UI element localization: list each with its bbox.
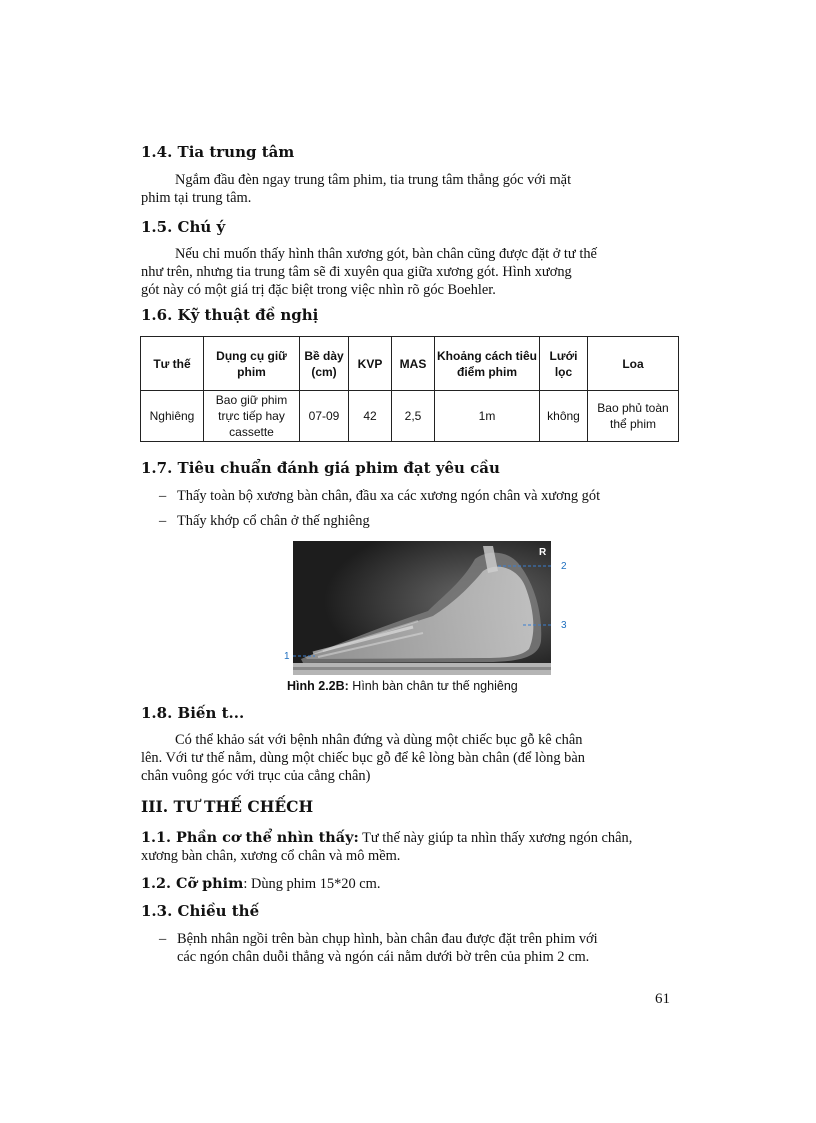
table-cell: 1m	[435, 391, 540, 442]
table-header: Dụng cụ giữ phim	[204, 337, 300, 391]
text-line: gót này có một giá trị đặc biệt trong việc nhìn rõ góc Boehler.	[141, 282, 496, 298]
caption-text: Hình bàn chân tư thế nghiêng	[348, 679, 518, 693]
bullet-text: Thấy khớp cổ chân ở thế nghiêng	[177, 513, 370, 529]
text-line: Nếu chỉ muốn thấy hình thân xương gót, bàn chân cũng được đặt ở tư thế	[175, 246, 597, 262]
bullet-dash: –	[159, 931, 167, 947]
table-header: KVP	[349, 337, 392, 391]
table-cell: không	[540, 391, 588, 442]
heading-1-6: 1.6. Kỹ thuật đề nghị	[141, 306, 319, 324]
paragraph-1-4	[141, 171, 677, 207]
bullet-dash: –	[159, 488, 167, 504]
bullet-text-block	[163, 930, 677, 966]
table-row	[141, 391, 679, 442]
page-number: 61	[655, 991, 670, 1007]
text-line	[141, 875, 677, 893]
heading-1-5: 1.5. Chú ý	[141, 218, 226, 236]
bullet-item	[159, 930, 677, 966]
inline-text: Tư thế này giúp ta nhìn thấy xương ngón chân,	[362, 830, 633, 846]
text-line: xương bàn chân, xương cổ chân và mô mềm.	[141, 848, 401, 864]
table-cell: 2,5	[392, 391, 435, 442]
subheading-1-1: 1.1. Phần cơ thể nhìn thấy:	[141, 829, 359, 846]
table-cell: Bao phủ toàn thể phim	[588, 391, 679, 442]
table-cell: 42	[349, 391, 392, 442]
text-line: phim tại trung tâm.	[141, 190, 252, 206]
heading-1-4: 1.4. Tia trung tâm	[141, 143, 295, 161]
text-line	[141, 829, 677, 847]
bullet-item	[159, 512, 370, 530]
table-header-row	[141, 337, 679, 391]
heading-1-3: 1.3. Chiều thế	[141, 902, 260, 920]
table-cell: Nghiêng	[141, 391, 204, 442]
caption-label: Hình 2.2B:	[287, 679, 349, 693]
figure-label-1: 1	[284, 651, 290, 662]
paragraph-1-1	[141, 829, 677, 865]
bullet-dash: –	[159, 513, 167, 529]
paragraph-1-5	[141, 245, 677, 299]
figure-label-3: 3	[561, 620, 567, 631]
text-line: Bệnh nhân ngồi trên bàn chụp hình, bàn chân đau được đặt trên phim với	[177, 931, 598, 947]
bullet-text: Thấy toàn bộ xương bàn chân, đầu xa các xương ngón chân và xương gót	[177, 488, 601, 504]
text-line: như trên, nhưng tia trung tâm sẽ đi xuyên qua giữa xương gót. Hình xương	[141, 264, 572, 280]
table-header: Lưới lọc	[540, 337, 588, 391]
foot-xray-image	[293, 541, 551, 675]
bullet-item	[159, 487, 601, 505]
heading-1-7: 1.7. Tiêu chuẩn đánh giá phim đạt yêu cầu	[141, 459, 500, 477]
xray-side-marker: R	[539, 547, 547, 558]
table-header: MAS	[392, 337, 435, 391]
paragraph-1-2	[141, 875, 677, 893]
text-line: các ngón chân duỗi thẳng và ngón cái nằm dưới bờ trên của phim 2 cm.	[177, 949, 590, 965]
heading-1-8: 1.8. Biến t...	[141, 704, 245, 722]
figure-label-2: 2	[561, 561, 567, 572]
table-cell: Bao giữ phim trực tiếp hay cassette	[204, 391, 300, 442]
table-header: Bề dày (cm)	[300, 337, 349, 391]
table-header: Khoảng cách tiêu điểm phim	[435, 337, 540, 391]
text-line: Ngắm đầu đèn ngay trung tâm phim, tia trung tâm thẳng góc với mặt	[175, 172, 572, 188]
heading-section-3: III. TƯ THẾ CHẾCH	[141, 797, 314, 816]
table-cell: 07-09	[300, 391, 349, 442]
technique-table	[140, 336, 679, 442]
subheading-1-2: 1.2. Cỡ phim	[141, 875, 244, 892]
figure-caption	[287, 679, 518, 693]
inline-text: : Dùng phim 15*20 cm.	[243, 876, 381, 892]
text-line: Có thể khảo sát với bệnh nhân đứng và dùng một chiếc bục gỗ kê chân	[175, 732, 583, 748]
text-line: chân vuông góc với trục của cẳng chân)	[141, 768, 371, 784]
paragraph-1-8	[141, 731, 677, 785]
text-line: lên. Với tư thế nằm, dùng một chiếc bục gỗ để kê lòng bàn chân (để lòng bàn	[141, 750, 585, 766]
table-header: Tư thế	[141, 337, 204, 391]
foot-xray-drawing	[293, 541, 551, 675]
table-header: Loa	[588, 337, 679, 391]
